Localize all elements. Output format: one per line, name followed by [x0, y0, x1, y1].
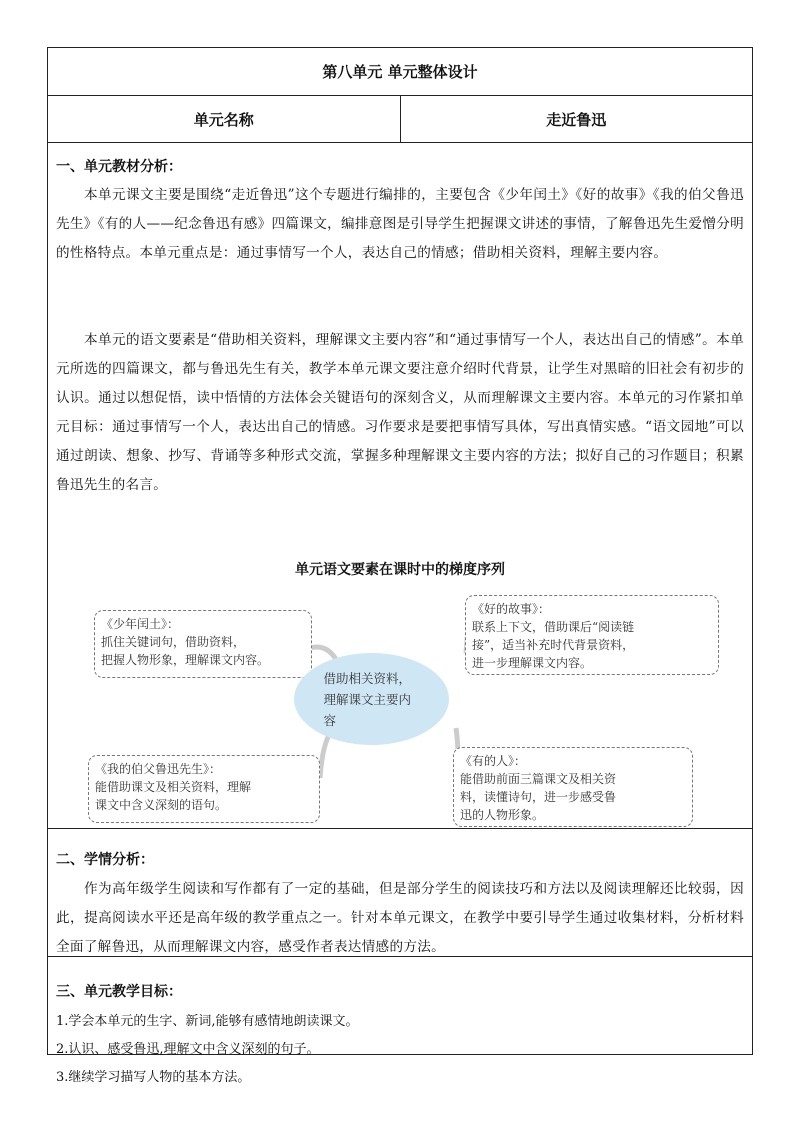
page-title: 第八单元 单元整体设计	[322, 63, 478, 81]
center-ellipse	[294, 653, 449, 745]
unit-design-table	[47, 47, 753, 1085]
box-line: 能借助前面三篇课文及相关资	[460, 772, 617, 786]
box-line: 料，读懂诗句，进一步感受鲁	[460, 790, 617, 804]
section1-paragraph-2: 本单元的语文要素是“借助相关资料，理解课文主要内容”和“通过事情写一个人，表达出自己的情感”。本单元所选的四篇课文，都与鲁迅先生有关，教学本单元课文要注意介绍时代背景，让学生对黑暗的旧社会有初步的认识。通过以想促悟，读中悟情的方法体会关键语句的深刻含义，从而理解课文主要内容。本单元的习作紧扣单元目标：通过事情写一个人，表达出自己的情感。习作要求是要把事情写具体，写出真情实感。“语文园地”可以通过朗读、想象、抄写、背诵等多种形式交流，掌握多种理解课文主要内容的方法；拟好自己的习作题目；积累鲁迅先生的名言。	[56, 332, 744, 493]
section-teaching-goals	[48, 957, 752, 1085]
lesson-box-hao-de-gushi	[465, 595, 719, 675]
box-line: 把握人物形象，理解课文内容。	[101, 653, 270, 667]
goal-item: 1.学会本单元的生字、新词,能够有感情地朗读课文。	[56, 1014, 359, 1029]
unit-name-value: 走近鲁迅	[400, 96, 753, 142]
box-line: 《少年闰土》：	[101, 617, 180, 631]
lesson-box-you-de-ren	[453, 747, 693, 827]
lesson-box-shaonian-runtu	[94, 610, 312, 678]
box-line: 迅的人物形象。	[460, 808, 545, 822]
section-textbook-analysis	[48, 143, 752, 829]
unit-name-label: 单元名称	[193, 110, 254, 129]
section3-heading: 三、单元教学目标：	[56, 984, 182, 1000]
section1-paragraph-1: 本单元课文主要是围绕“走近鲁迅”这个专题进行编排的，主要包含《少年闰土》《好的故事》《我的伯父鲁迅先生》《有的人——纪念鲁迅有感》四篇课文，编排意图是引导学生把握课文讲述的事情，了解鲁迅先生爱憎分明的性格特点。本单元重点是：通过事情写一个人，表达自己的情感；借助相关资料，理解主要内容。	[56, 187, 744, 261]
box-line: 能借助课文及相关资料，理解	[95, 780, 252, 794]
section1-heading: 一、单元教材分析：	[56, 159, 182, 175]
center-text: 借助相关资料，理解课文主要内容	[323, 670, 412, 728]
table-title	[48, 48, 752, 96]
box-line: 《好的故事》：	[472, 602, 551, 616]
unit-name-row	[48, 96, 752, 143]
section2-heading: 二、学情分析：	[56, 852, 154, 868]
box-line: 《我的伯父鲁迅先生》：	[95, 762, 222, 776]
box-line: 课文中含义深刻的语句。	[95, 798, 228, 812]
goal-item: 3.继续学习描写人物的基本方法。	[56, 1070, 251, 1085]
box-line: 进一步理解课文内容。	[472, 656, 593, 670]
lesson-box-bofu-luxun	[88, 755, 320, 823]
section-learner-analysis	[48, 829, 752, 957]
box-line: 联系上下文，借助课后“阅读链	[472, 620, 635, 634]
section2-paragraph: 作为高年级学生阅读和写作都有了一定的基础，但是部分学生的阅读技巧和方法以及阅读理解还比较弱，因此，提高阅读水平还是高年级的教学重点之一。针对本单元课文，在教学中要引导学生通过收集材料，分析材料全面了解鲁迅，从而理解课文内容，感受作者表达情感的方法。	[56, 881, 744, 955]
box-line: 接”，适当补充时代背景资料，	[472, 638, 635, 652]
box-line: 抓住关键词句，借助资料，	[101, 635, 246, 649]
diagram-title: 单元语文要素在课时中的梯度序列	[295, 562, 505, 578]
box-line: 《有的人》：	[460, 754, 527, 768]
goal-item: 2.认识、感受鲁迅,理解文中含义深刻的句子。	[56, 1042, 320, 1057]
